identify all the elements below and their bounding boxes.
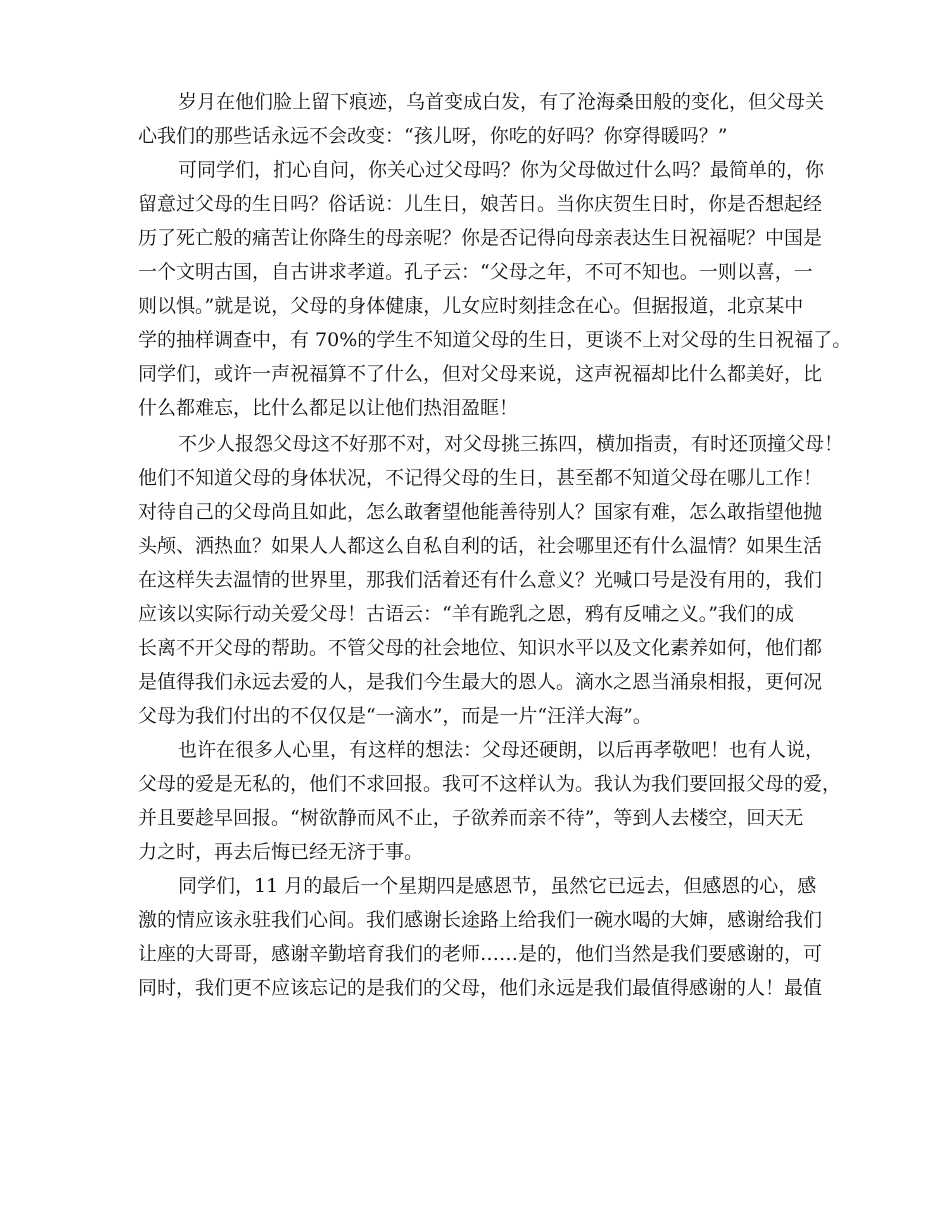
paragraph-3-line-9: 父母为我们付出的不仅仅是“一滴水”，而是一片“汪洋大海”。 [138,705,652,727]
paragraph-3-line-2: 他们不知道父母的身体状况，不记得父母的生日，甚至都不知道父母在哪儿工作！ [138,467,823,489]
paragraph-2-line-5: 则以惧。”就是说，父母的身体健康，儿女应时刻挂念在心。但据报道，北京某中 [138,295,804,317]
paragraph-4-line-4: 力之时，再去后悔已经无济于事。 [138,841,424,863]
paragraph-5-line-4: 同时，我们更不应该忘记的是我们的父母，他们永远是我们最值得感谢的人！最值 [138,977,823,999]
paragraph-2-line-6: 学的抽样调查中，有 70%的学生不知道父母的生日，更谈不上对父母的生日祝福了。 [138,329,852,351]
paragraph-5-line-2: 激的情应该永驻我们心间。我们感谢长途路上给我们一碗水喝的大婶，感谢给我们 [138,909,823,931]
paragraph-3-line-6: 应该以实际行动关爱父母！古语云：“羊有跪乳之恩，鸦有反哺之义。”我们的成 [138,603,794,625]
paragraph-3-line-7: 长离不开父母的帮助。不管父母的社会地位、知识水平以及文化素养如何，他们都 [138,637,823,659]
paragraph-5-line-1: 同学们，11 月的最后一个星期四是感恩节，虽然它已远去，但感恩的心，感 [178,875,817,897]
paragraph-2-line-3: 历了死亡般的痛苦让你降生的母亲呢？你是否记得向母亲表达生日祝福呢？中国是 [138,227,823,249]
paragraph-5-line-3: 让座的大哥哥，感谢辛勤培育我们的老师……是的，他们当然是我们要感谢的，可 [138,943,823,965]
paragraph-4-line-3: 并且要趁早回报。“树欲静而风不止，子欲养而亲不待”，等到人去楼空，回天无 [138,807,804,829]
paragraph-2-line-7: 同学们，或许一声祝福算不了什么，但对父母来说，这声祝福却比什么都美好，比 [138,363,823,385]
paragraph-2-line-1: 可同学们，扪心自问，你关心过父母吗？你为父母做过什么吗？最简单的，你 [178,159,825,181]
paragraph-2-line-2: 留意过父母的生日吗？俗话说：儿生日，娘苦日。当你庆贺生日时，你是否想起经 [138,193,823,215]
paragraph-4-line-2: 父母的爱是无私的，他们不求回报。我可不这样认为。我认为我们要回报父母的爱， [138,773,842,795]
paragraph-3-line-5: 在这样失去温情的世界里，那我们活着还有什么意义？光喊口号是没有用的，我们 [138,569,823,591]
paragraph-2-line-4: 一个文明古国，自古讲求孝道。孔子云：“父母之年，不可不知也。一则以喜，一 [138,261,813,283]
paragraph-1-line-1: 岁月在他们脸上留下痕迹，乌首变成白发，有了沧海桑田般的变化，但父母关 [178,91,825,113]
paragraph-4-line-1: 也许在很多人心里，有这样的想法：父母还硬朗，以后再孝敬吧！也有人说， [178,739,825,761]
paragraph-3-line-4: 头颅、洒热血？如果人人都这么自私自利的话，社会哪里还有什么温情？如果生活 [138,535,823,557]
paragraph-3-line-3: 对待自己的父母尚且如此，怎么敢奢望他能善待别人？国家有难，怎么敢指望他抛 [138,501,823,523]
paragraph-1-line-2: 心我们的那些话永远不会改变：“孩儿呀，你吃的好吗？你穿得暖吗？” [138,125,728,147]
paragraph-3-line-8: 是值得我们永远去爱的人，是我们今生最大的恩人。滴水之恩当涌泉相报，更何况 [138,671,823,693]
paragraph-3-line-1: 不少人报怨父母这不好那不对，对父母挑三拣四，横加指责，有时还顶撞父母！ [178,433,844,455]
paragraph-2-line-8: 什么都难忘，比什么都足以让他们热泪盈眶！ [138,397,519,419]
